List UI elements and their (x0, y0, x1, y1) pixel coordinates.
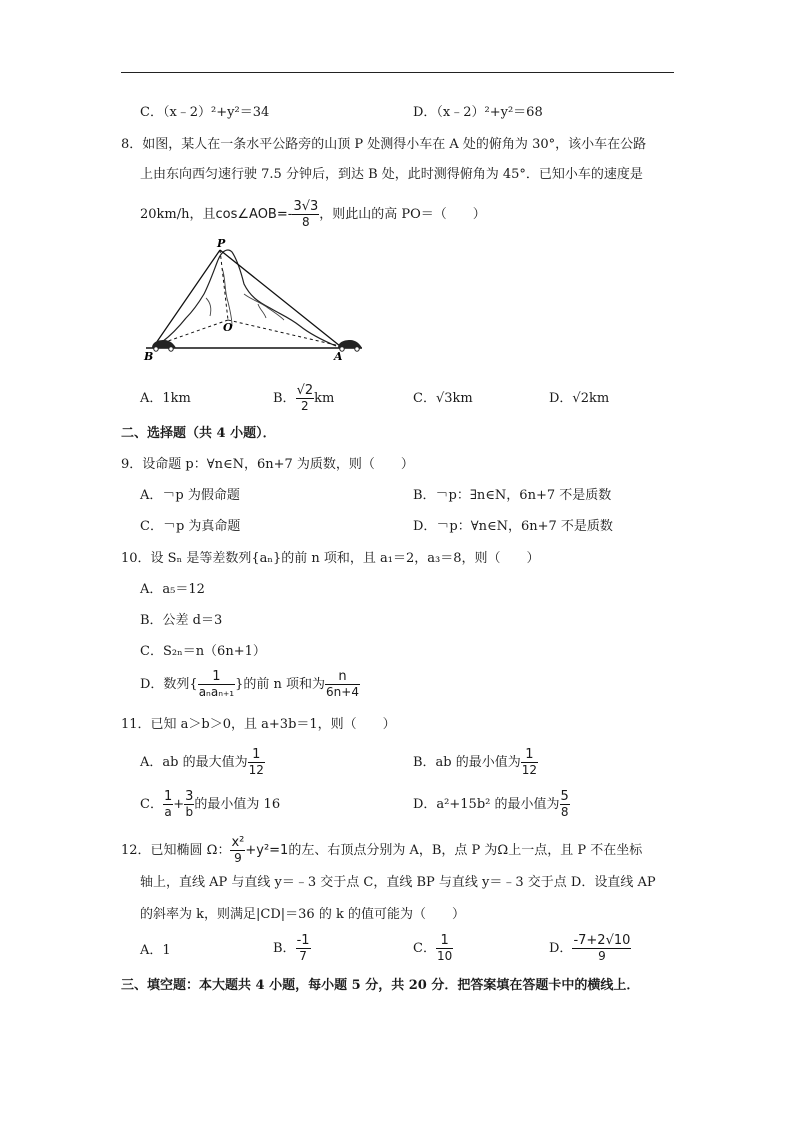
q11-c-text: 的最小值为 16 (194, 797, 281, 812)
q12-eq-den: 9 (234, 851, 242, 865)
q8-option-b-unit: km (314, 391, 335, 406)
q11-stem: 11．已知 a＞b＞0，且 a+3b＝1，则（ ） (121, 717, 396, 732)
q8-option-a: A．1km (140, 391, 191, 406)
q11-option-a (140, 748, 265, 777)
q12-eq-num: x² (231, 835, 245, 850)
q9-stem: 9．设命题 p：∀n∈N，6n+7 为质数，则（ ） (121, 457, 414, 472)
q12-eq-fraction (230, 836, 245, 865)
q12-stem-line2: 轴上，直线 AP 与直线 y＝﹣3 交于点 C，直线 BP 与直线 y＝﹣3 交于点 D．设直线 AP (140, 875, 656, 890)
q12-stem-line3: 的斜率为 k，则满足|CD|＝36 的 k 的值可能为（ ） (140, 907, 465, 922)
q10-option-d-label: D．数列{ (140, 677, 198, 692)
q7-option-c: C．（x﹣2）²+y²＝34 (140, 105, 270, 120)
q11-c-den2: b (185, 805, 194, 819)
q10-d-num2: n (325, 670, 360, 685)
q8-question: ，则此山的高 PO＝（ ） (319, 207, 486, 222)
q11-option-b (413, 748, 538, 777)
q12-b-fraction (296, 934, 311, 963)
q12-eq-rest: +y²=1 (245, 843, 289, 858)
q8-stem-line3 (140, 200, 486, 229)
q8-option-b-label: B． (273, 391, 296, 406)
q12-d-den: 9 (598, 949, 606, 963)
section-2-heading: 二、选择题（共 4 小题）． (121, 426, 276, 441)
q10-stem: 10．设 Sₙ 是等差数列{aₙ}的前 n 项和，且 a₁＝2，a₃＝8，则（ ） (121, 551, 540, 566)
q11-b-den: 12 (521, 763, 538, 777)
q11-c-num1: 1 (163, 789, 173, 804)
q10-option-d-fraction2 (325, 670, 360, 699)
q11-c-num2: 3 (185, 789, 194, 804)
q10-d-den1: aₙaₙ₊₁ (198, 685, 235, 699)
q9-option-b: B．￢p：∃n∈N，6n+7 不是质数 (413, 488, 612, 503)
q8-option-b (273, 384, 334, 413)
q11-a-fraction (248, 748, 265, 777)
q10-d-num1: 1 (198, 670, 235, 685)
q8-stem-line2: 上由东向西匀速行驶 7.5 分钟后，到达 B 处，此时测得俯角为 45°．已知小车的速度是 (140, 167, 643, 182)
q10-option-a: A．a₅＝12 (140, 582, 205, 597)
q11-a-num: 1 (248, 748, 265, 763)
q12-c-num: 1 (436, 934, 453, 949)
q10-option-d (140, 670, 360, 699)
q12-b-den: 7 (299, 949, 307, 963)
q12-d-fraction (572, 934, 631, 963)
q12-b-num: -1 (296, 933, 310, 948)
q12-c-label: C． (413, 941, 436, 956)
q12-c-den: 10 (436, 949, 453, 963)
q8-option-b-num: √2 (296, 383, 314, 398)
q8-option-b-den: 2 (301, 399, 309, 413)
q10-option-c: C．S₂ₙ＝n（6n+1） (140, 644, 266, 659)
figure-label-o: O (223, 321, 233, 334)
q11-c-label: C． (140, 797, 163, 812)
q11-c-fraction1 (163, 790, 173, 819)
q7-option-d: D．（x﹣2）²+y²＝68 (413, 105, 543, 120)
q12-option-a: A．1 (140, 943, 171, 958)
header-rule (121, 72, 674, 73)
section-3-heading: 三、填空题：本大题共 4 小题，每小题 5 分，共 20 分．把答案填在答题卡中的横线上． (121, 978, 640, 993)
q11-b-text: B．ab 的最小值为 (413, 755, 521, 770)
figure-label-b: B (144, 350, 154, 363)
q8-cos-denominator: 8 (302, 215, 310, 229)
q10-d-den2: 6n+4 (326, 685, 359, 699)
q8-speed: 20km/h，且 (140, 207, 216, 222)
q12-intro: 12．已知椭圆 Ω： (121, 843, 231, 858)
q8-stem-line1: 8．如图，某人在一条水平公路旁的山顶 P 处测得小车在 A 处的俯角为 30°，该小车在公路 (121, 137, 647, 152)
q12-d-label: D． (549, 941, 573, 956)
q11-option-c (140, 790, 280, 819)
q11-d-text: D．a²+15b² 的最小值为 (413, 797, 560, 812)
q11-c-fraction2 (184, 790, 194, 819)
q12-line1-rest: 的左、右顶点分别为 A，B，点 P 为Ω上一点，且 P 不在坐标 (288, 843, 643, 858)
mountain-figure (140, 238, 370, 368)
q11-c-den1: a (164, 805, 172, 819)
q8-option-c: C．√3km (413, 391, 473, 406)
q12-option-d (549, 934, 631, 963)
figure-label-p: P (217, 238, 226, 250)
q8-option-d: D．√2km (549, 391, 610, 406)
q11-c-plus: + (173, 797, 185, 812)
q8-cos: cos∠AOB=- (215, 207, 293, 222)
q9-option-c: C．￢p 为真命题 (140, 519, 241, 534)
q11-d-den: 8 (560, 805, 569, 819)
q12-b-label: B． (273, 941, 296, 956)
q11-b-fraction (521, 748, 538, 777)
q8-option-b-fraction (296, 384, 315, 413)
q9-option-d: D．￢p：∀n∈N，6n+7 不是质数 (413, 519, 613, 534)
q10-option-d-fraction1 (198, 670, 235, 699)
q12-option-b (273, 934, 311, 963)
figure-label-a: A (334, 350, 343, 363)
q12-d-num: -7+2√10 (573, 933, 631, 948)
q10-option-b: B．公差 d＝3 (140, 613, 223, 628)
q11-b-num: 1 (521, 748, 538, 763)
q12-stem-line1 (121, 836, 642, 865)
q12-option-c (413, 934, 453, 963)
q11-option-d (413, 790, 570, 819)
q11-a-text: A．ab 的最大值为 (140, 755, 248, 770)
q10-option-d-mid: }的前 n 项和为 (235, 677, 326, 692)
q9-option-a: A．￢p 为假命题 (140, 488, 240, 503)
q12-c-fraction (436, 934, 453, 963)
q8-cos-numerator: 3√3 (293, 199, 319, 214)
q8-cos-fraction (292, 200, 319, 229)
q11-d-fraction (560, 790, 570, 819)
q11-d-num: 5 (560, 789, 569, 804)
q11-a-den: 12 (248, 763, 264, 777)
